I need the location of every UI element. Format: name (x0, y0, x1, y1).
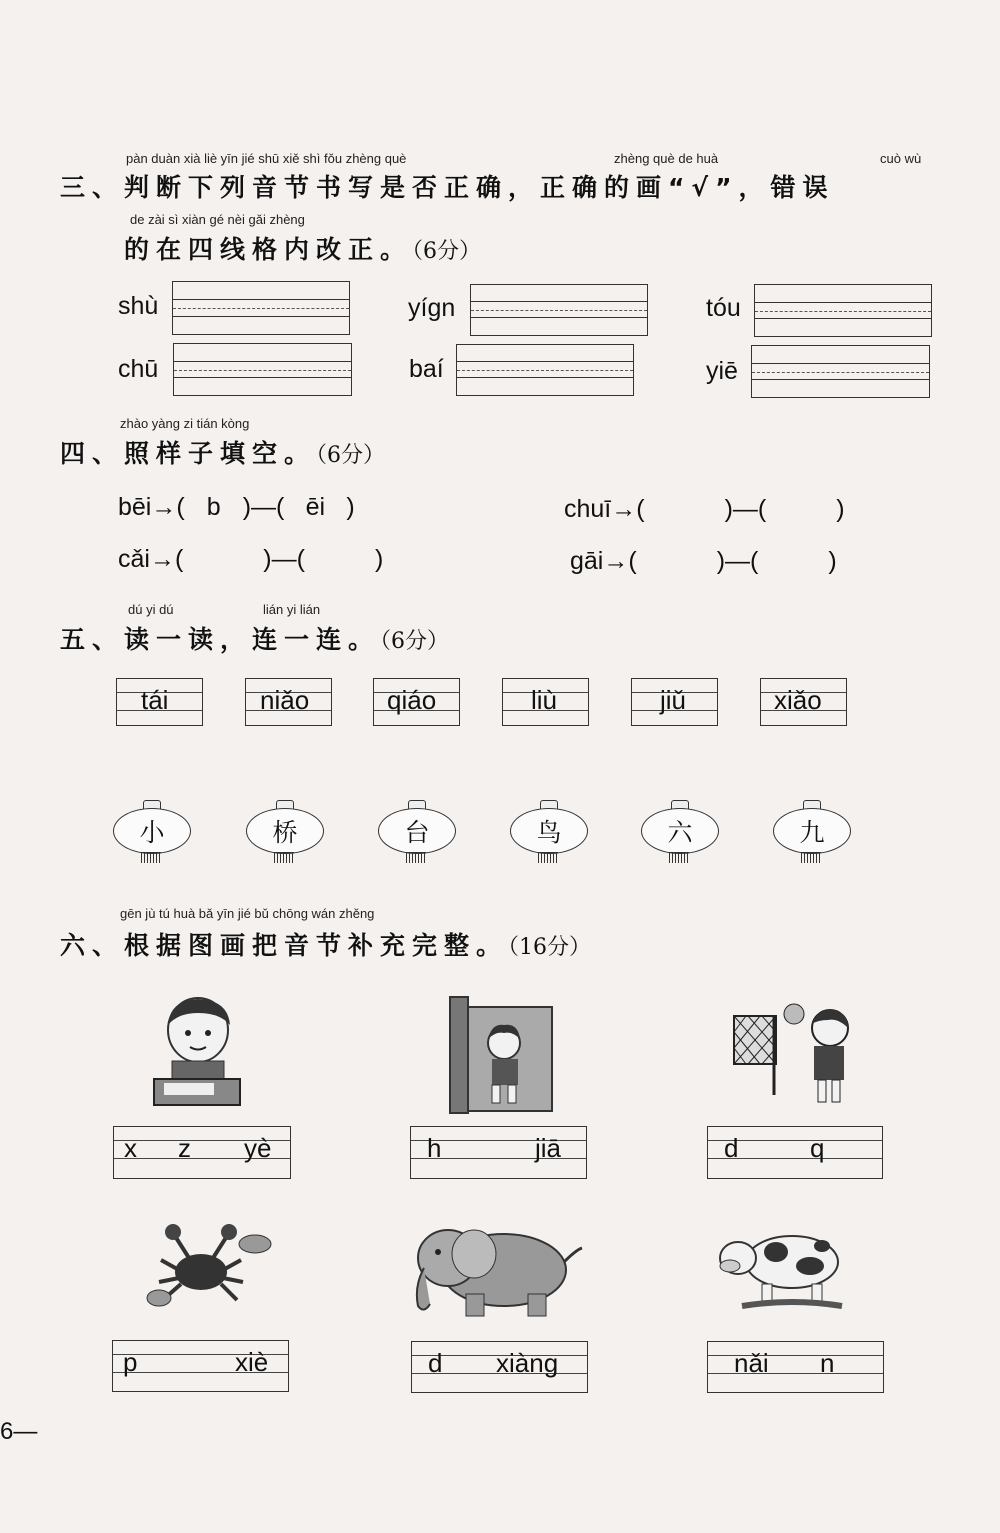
s6-score: （16分） (508, 935, 592, 960)
s3-pinyin-line1-b: zhèng què de huà (614, 151, 719, 166)
s5-pinyin-a: dú yi dú (128, 602, 174, 617)
s5-lantern-2[interactable] (241, 800, 327, 864)
boy-playing-volleyball-picture (730, 1000, 860, 1110)
s3-item-5: baí (409, 355, 444, 383)
s4-pinyin: zhào yàng zi tián kòng (120, 416, 250, 431)
s3-answer-grid-4[interactable] (173, 343, 352, 396)
s6-answer-box-2[interactable]: h jiā (410, 1126, 587, 1179)
s3-pinyin-line1: pàn duàn xià liè yīn jié shū xiě shì fǒu zhèng què (126, 151, 407, 166)
s5-lantern-4[interactable] (505, 800, 591, 864)
s5-score: （6分） (380, 629, 450, 654)
s3-heading-line1: 三、判断下列音节书写是否正确，正确的画“√”，错误 (60, 173, 835, 202)
s6-answer-box-4[interactable]: p xiè (112, 1340, 289, 1392)
elephant-picture (408, 1222, 588, 1322)
s5-lantern-1[interactable] (108, 800, 194, 864)
s3-score: （6分） (412, 239, 482, 264)
s3-item-3: tóu (706, 294, 741, 322)
s5-char-1: 小 (113, 808, 191, 854)
s4-row-2: chuī→( )—( ) (564, 495, 845, 523)
s3-pinyin-line2: de zài sì xiàn gé nèi gǎi zhèng (130, 212, 305, 227)
s5-syllable-4[interactable]: liù (502, 678, 589, 726)
s5-syllable-3[interactable]: qiáo (373, 678, 460, 726)
s5-pinyin-b: lián yi lián (263, 602, 321, 617)
s3-answer-grid-2[interactable] (470, 284, 648, 336)
page-number: 6— (0, 1418, 38, 1445)
s5-syllable-6[interactable]: xiǎo (760, 678, 847, 726)
s5-char-4: 鸟 (510, 808, 588, 854)
s5-lantern-6[interactable] (768, 800, 854, 864)
s3-answer-grid-5[interactable] (456, 344, 634, 396)
boy-writing-homework-picture (150, 995, 250, 1115)
s6-answer-box-5[interactable]: d xiàng (411, 1341, 588, 1393)
s4-row-1-final[interactable]: ēi (305, 493, 326, 521)
s3-item-4: chū (118, 355, 159, 383)
s4-score: （6分） (316, 443, 386, 468)
s5-lantern-3[interactable] (373, 800, 459, 864)
s3-answer-grid-3[interactable] (754, 284, 932, 337)
s6-answer-box-1[interactable]: x z yè (113, 1126, 291, 1179)
s3-item-6: yiē (706, 357, 738, 385)
s3-item-1: shù (118, 292, 159, 320)
s5-char-6: 九 (773, 808, 851, 854)
s5-syllable-5[interactable]: jiǔ (631, 678, 718, 726)
s3-pinyin-line1-c: cuò wù (880, 151, 922, 166)
s6-answer-box-3[interactable]: d q (707, 1126, 883, 1179)
s6-heading: 六、根据图画把音节补充完整。（16分） (60, 931, 592, 960)
s5-syllable-2[interactable]: niǎo (245, 678, 332, 726)
s3-answer-grid-6[interactable] (751, 345, 930, 398)
s5-char-2: 桥 (246, 808, 324, 854)
crab-picture (145, 1220, 285, 1320)
s5-heading: 五、读一读，连一连。（6分） (60, 625, 450, 654)
s6-pinyin: gēn jù tú huà bǎ yīn jié bǔ chōng wán zhěng (120, 906, 375, 921)
s6-answer-box-6[interactable]: nǎi n (707, 1341, 884, 1393)
s5-char-3: 台 (378, 808, 456, 854)
s4-row-3: cǎi→( )—( ) (118, 545, 384, 573)
s4-row-1: bēi→( b )—( ēi ) (118, 493, 355, 521)
s3-item-2: yígn (408, 294, 456, 322)
s3-answer-grid-1[interactable] (172, 281, 350, 335)
s3-heading-line2: 的在四线格内改正。（6分） (124, 235, 482, 264)
s4-heading: 四、照样子填空。（6分） (60, 439, 386, 468)
s4-row-1-initial[interactable]: b (206, 493, 221, 521)
girl-at-door-picture (448, 995, 558, 1115)
s5-lantern-5[interactable] (636, 800, 722, 864)
cow-picture (712, 1222, 852, 1312)
s4-row-4: gāi→( )—( ) (570, 547, 837, 575)
s5-char-5: 六 (641, 808, 719, 854)
s5-syllable-1[interactable]: tái (116, 678, 203, 726)
